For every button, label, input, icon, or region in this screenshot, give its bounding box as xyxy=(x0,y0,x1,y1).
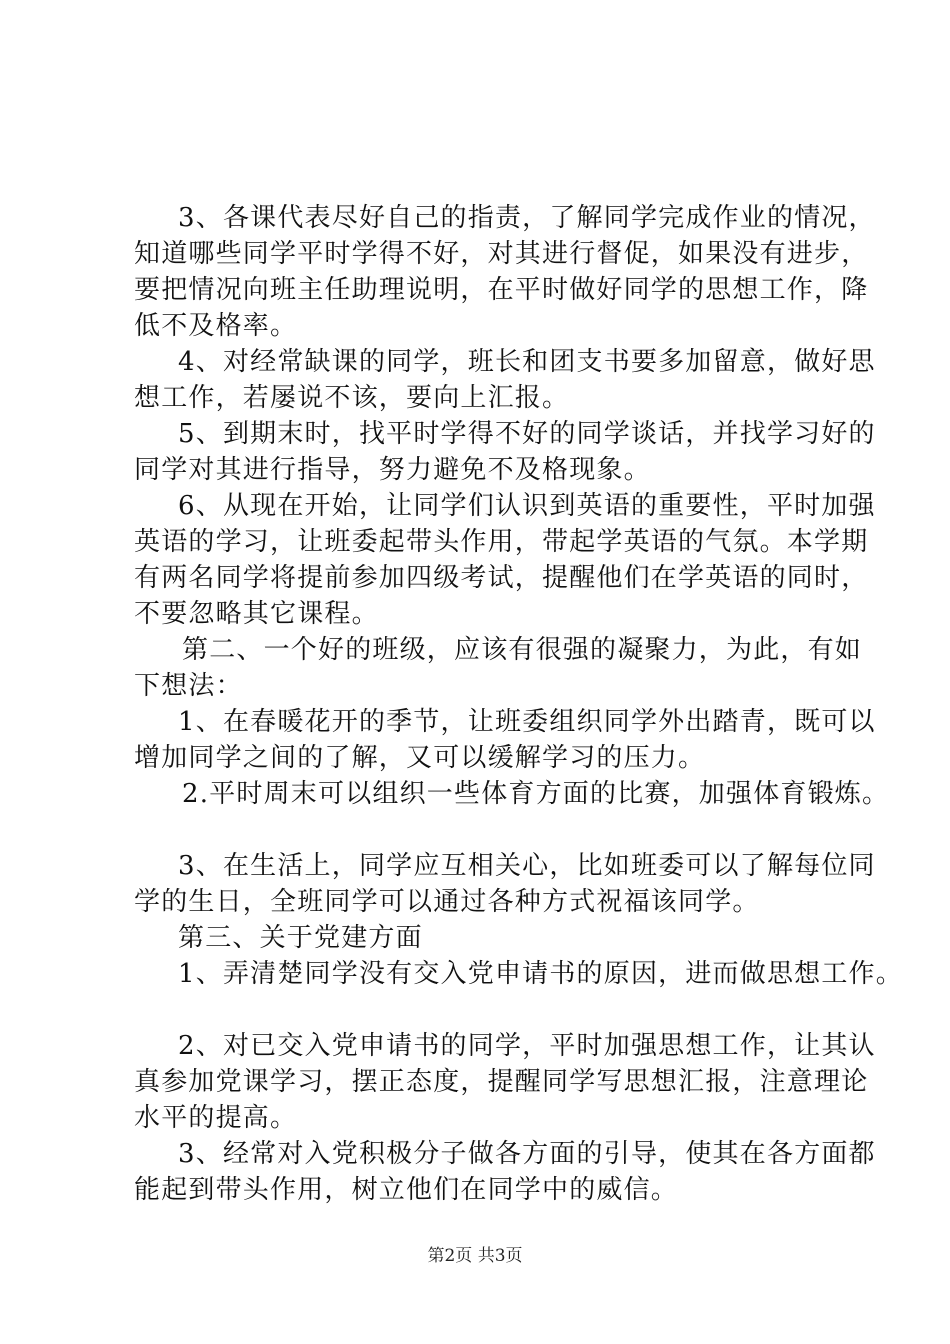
text-line: 英语的学习，让班委起带头作用，带起学英语的气氛。本学期 xyxy=(134,527,869,557)
text-line: 2.平时周末可以组织一些体育方面的比赛，加强体育锻炼。 xyxy=(182,779,890,809)
text-line: 不要忽略其它课程。 xyxy=(134,599,379,629)
section-heading-3: 第三、关于党建方面 xyxy=(178,923,423,953)
text-line: 6、从现在开始，让同学们认识到英语的重要性，平时加强 xyxy=(178,491,876,521)
text-line: 4、对经常缺课的同学，班长和团支书要多加留意，做好思 xyxy=(178,347,876,377)
text-line: 5、到期末时，找平时学得不好的同学谈话，并找学习好的 xyxy=(178,419,876,449)
text-line: 要把情况向班主任助理说明，在平时做好同学的思想工作，降 xyxy=(134,275,869,305)
text-line: 2、对已交入党申请书的同学，平时加强思想工作，让其认 xyxy=(178,1031,876,1061)
text-line: 想工作，若屡说不该，要向上汇报。 xyxy=(134,383,570,413)
section-heading-2: 第二、一个好的班级，应该有很强的凝聚力，为此，有如 xyxy=(182,635,863,665)
text-line: 能起到带头作用，树立他们在同学中的威信。 xyxy=(134,1175,679,1205)
text-line: 学的生日，全班同学可以通过各种方式祝福该同学。 xyxy=(134,887,760,917)
text-line: 同学对其进行指导，努力避免不及格现象。 xyxy=(134,455,651,485)
text-line: 低不及格率。 xyxy=(134,311,298,341)
text-line: 1、弄清楚同学没有交入党申请书的原因，进而做思想工作。 xyxy=(178,959,903,989)
text-line: 有两名同学将提前参加四级考试，提醒他们在学英语的同时， xyxy=(134,563,869,593)
page-footer: 第2页 共3页 xyxy=(427,1246,523,1266)
text-line: 1、在春暖花开的季节，让班委组织同学外出踏青，既可以 xyxy=(178,707,876,737)
text-line: 知道哪些同学平时学得不好，对其进行督促，如果没有进步， xyxy=(134,239,869,269)
text-line: 增加同学之间的了解，又可以缓解学习的压力。 xyxy=(134,743,706,773)
text-line: 水平的提高。 xyxy=(134,1103,298,1133)
text-line: 3、各课代表尽好自己的指责，了解同学完成作业的情况， xyxy=(178,203,876,233)
text-line: 下想法： xyxy=(134,671,243,701)
text-line: 3、在生活上，同学应互相关心，比如班委可以了解每位同 xyxy=(178,851,876,881)
text-line: 3、经常对入党积极分子做各方面的引导，使其在各方面都 xyxy=(178,1139,876,1169)
text-line: 真参加党课学习，摆正态度，提醒同学写思想汇报，注意理论 xyxy=(134,1067,869,1097)
